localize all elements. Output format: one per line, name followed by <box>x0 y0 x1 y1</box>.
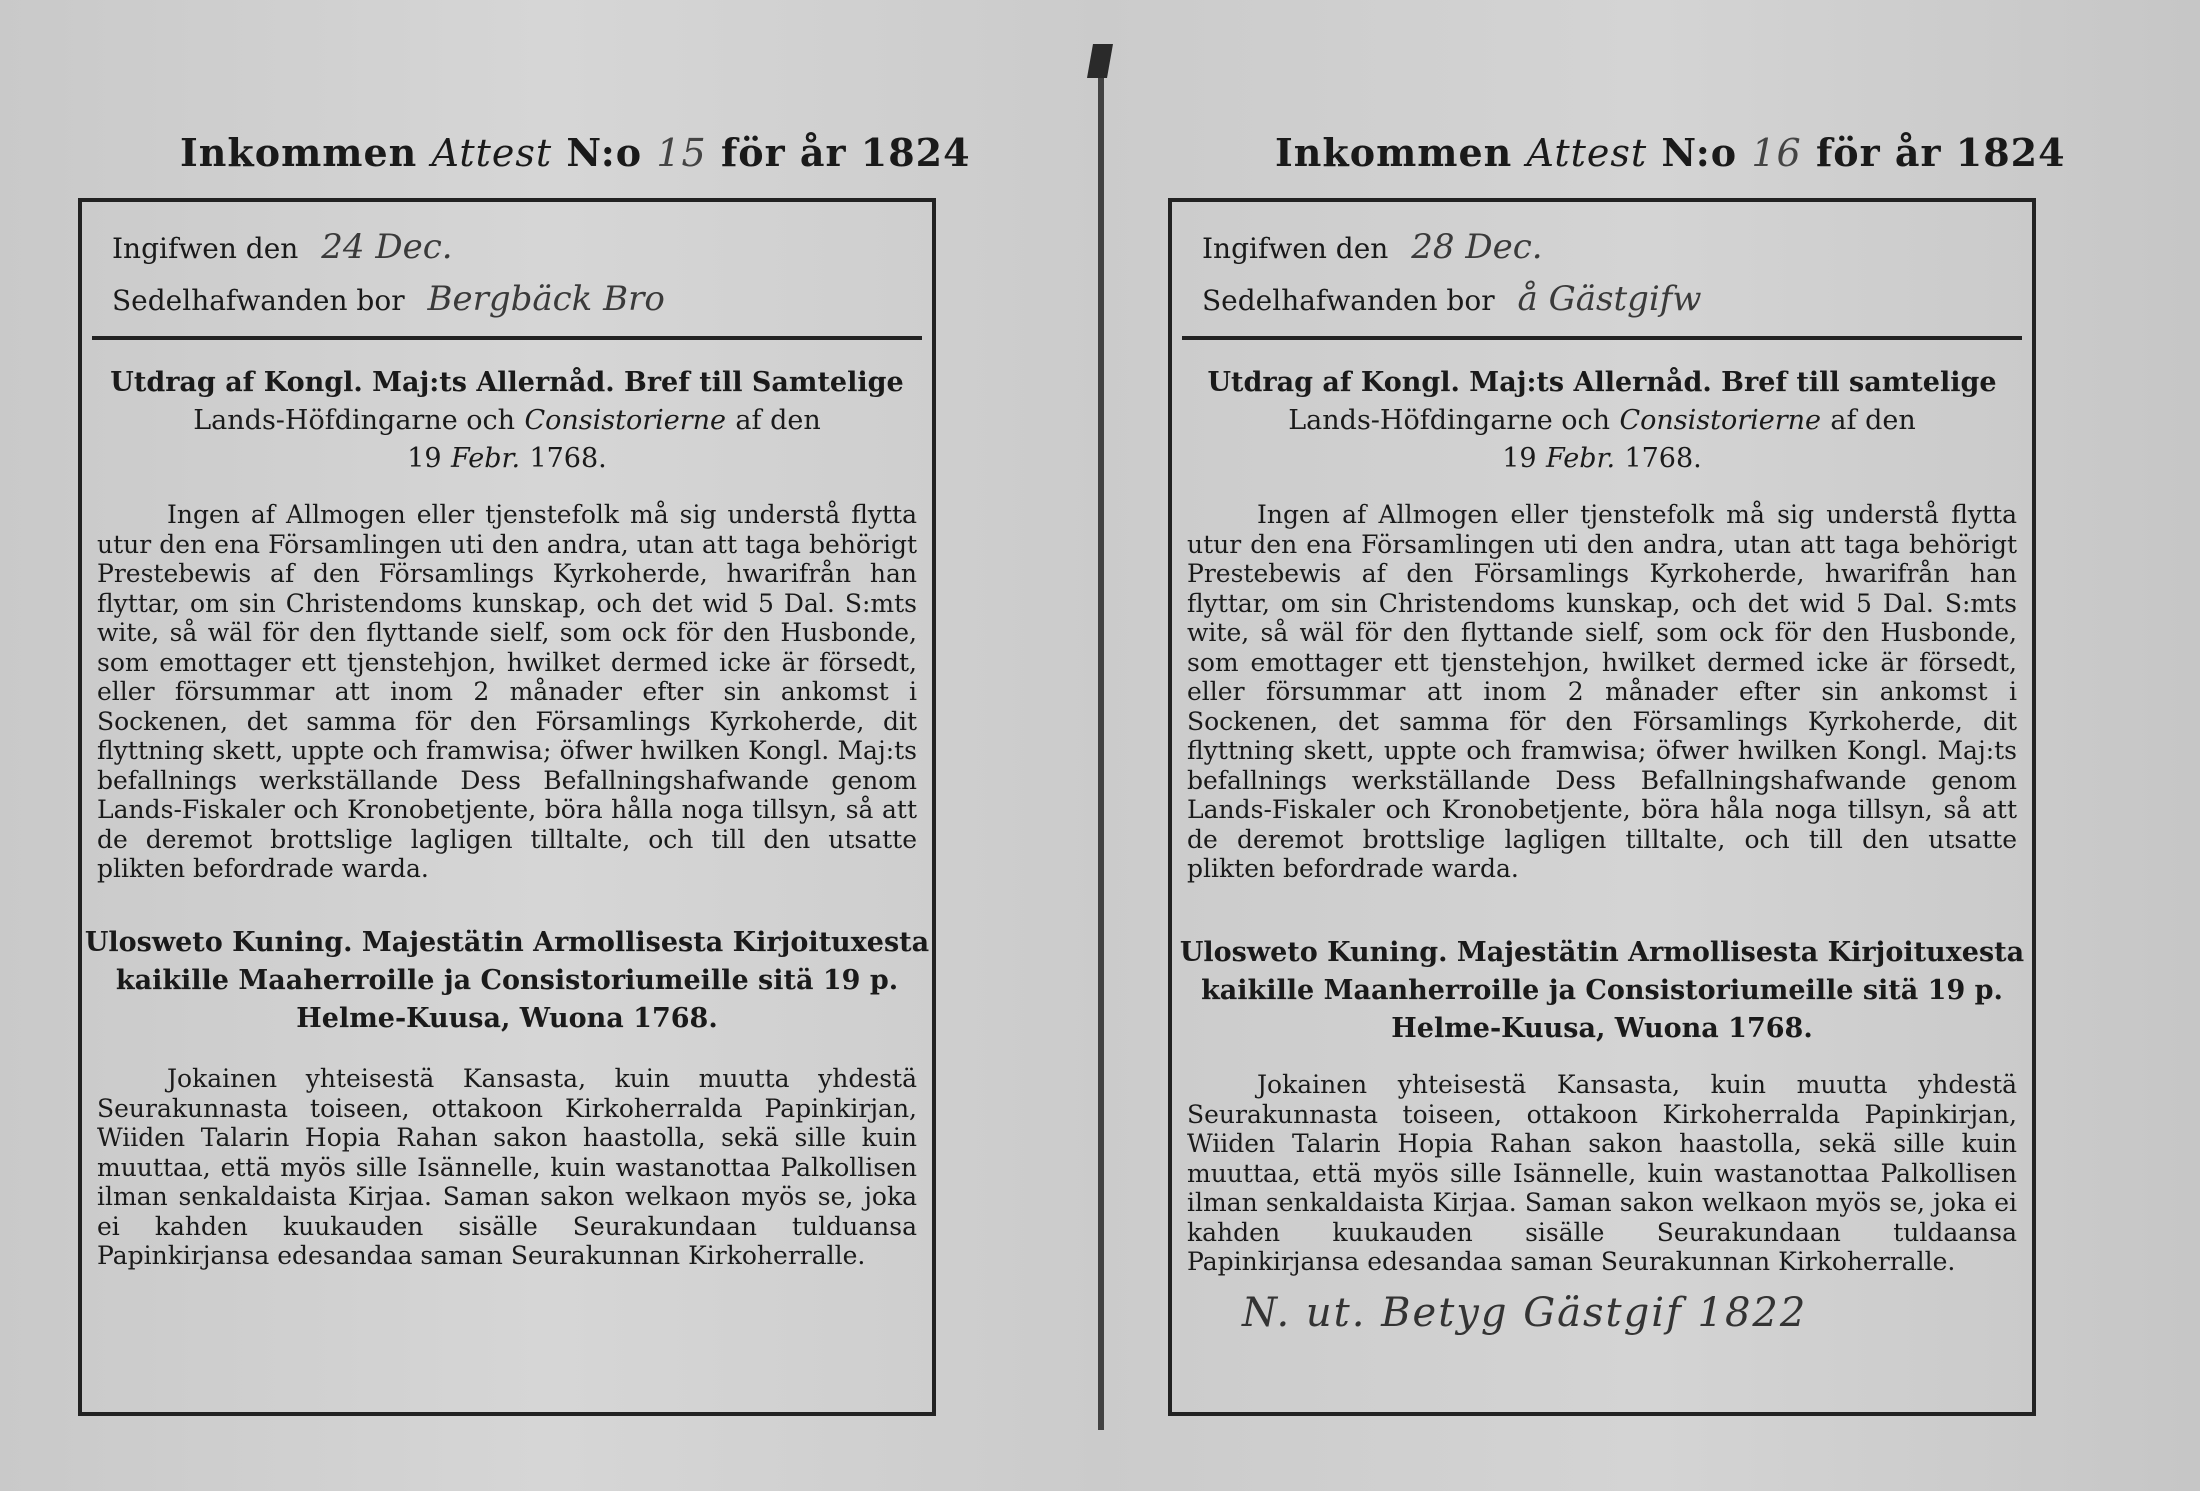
swedish-title <box>1172 364 2032 478</box>
swedish-title-line1: Utdrag af Kongl. Maj:ts Allernåd. Bref till Samtelige <box>110 367 904 398</box>
swedish-date-day: 19 <box>1502 443 1537 474</box>
swedish-title-2b: Consistorierne <box>524 405 727 436</box>
left-form-frame <box>78 198 936 1416</box>
finnish-body <box>1187 1070 2017 1277</box>
residence-row <box>1202 274 1701 326</box>
swedish-date-year: 1768. <box>529 443 607 474</box>
left-filled-fields <box>112 222 665 326</box>
header-rule <box>92 336 922 340</box>
header-year-label: för år <box>1815 130 1942 175</box>
residence-label: Sedelhafwanden bor <box>112 284 405 317</box>
finnish-title-line1: Ulosweto Kuning. Majestätin Armollisesta Kirjoituxesta <box>84 927 930 958</box>
left-certificate <box>50 0 1100 1491</box>
swedish-title-2c: af den <box>735 405 821 436</box>
finnish-title-line3: Helme-Kuusa, Wuona 1768. <box>1391 1013 1813 1044</box>
header-attest: Attest <box>1526 131 1648 175</box>
swedish-title-line3 <box>82 440 932 478</box>
header-no-label: N:o <box>566 130 643 175</box>
residence-row <box>112 274 665 326</box>
residence-value: Bergbäck Bro <box>427 279 665 319</box>
attest-number: 15 <box>656 131 707 175</box>
finnish-title-line3: Helme-Kuusa, Wuona 1768. <box>296 1003 718 1034</box>
header-rule <box>1182 336 2022 340</box>
swedish-title-2b: Consistorierne <box>1619 405 1822 436</box>
swedish-title-2a: Lands-Höfdingarne och <box>1288 405 1611 436</box>
swedish-date-month: Febr. <box>451 443 521 474</box>
submitted-value: 24 Dec. <box>321 227 453 267</box>
swedish-date-month: Febr. <box>1546 443 1616 474</box>
attest-number: 16 <box>1751 131 1802 175</box>
submitted-row <box>1202 222 1701 274</box>
finnish-body <box>97 1064 917 1271</box>
swedish-body <box>1187 500 2017 884</box>
header-attest: Attest <box>431 131 553 175</box>
left-header <box>180 130 971 175</box>
swedish-body <box>97 500 917 884</box>
swedish-title-line2 <box>1172 402 2032 440</box>
header-no-label: N:o <box>1661 130 1738 175</box>
right-certificate <box>1130 0 2180 1491</box>
swedish-title-2a: Lands-Höfdingarne och <box>193 405 516 436</box>
swedish-title <box>82 364 932 478</box>
submitted-value: 28 Dec. <box>1411 227 1543 267</box>
submitted-label: Ingifwen den <box>112 232 299 265</box>
attest-year: 1824 <box>1955 130 2066 175</box>
finnish-title-line2: kaikille Maanherroille ja Consistoriumeille sitä 19 p. <box>1201 975 2003 1006</box>
swedish-body-text: Ingen af Allmogen eller tjenstefolk må sig understå flytta utur den ena Församlingen uti den andra, utan att taga behörigt Prestebewis af den Församlings Kyrkoherde, hwarifrån han flyttar, om sin Christendoms kunskap, och det wid 5 Dal. S:mts wite, så wäl för den flyttande sielf, som ock för den Husbonde, som emottager ett tjenstehjon, hwilket dermed icke är försedt, eller försummar att inom 2 månader efter sin ankomst i Sockenen, det samma för den Församlings Kyrkoherde, dit flyttning skett, uppte och framwisa; öfwer hwilken Kongl. Maj:ts befallnings werkställande Dess Befallningshafwande genom Lands-Fiskaler och Kronobetjente, böra hålla noga tillsyn, så att de deremot brottslige lagligen tilltalte, och till den utsatte plikten befordrade warda. <box>97 500 917 883</box>
header-year-label: för år <box>720 130 847 175</box>
header-prefix: Inkommen <box>180 130 418 175</box>
residence-value: å Gästgifw <box>1517 279 1702 319</box>
swedish-title-2c: af den <box>1830 405 1916 436</box>
finnish-title <box>82 924 932 1038</box>
swedish-body-text: Ingen af Allmogen eller tjenstefolk må sig understå flytta utur den ena Församlingen uti den andra, utan att taga behörigt Prestebewis af den Församlings Kyrkoherde, hwarifrån han flyttar, om sin Christendoms kunskap, och det wid 5 Dal. S:mts wite, så wäl för den flyttande sielf, som ock för den Husbonde, som emottager ett tjenstehjon, hwilket dermed icke är försedt, eller försummar att inom 2 månader efter sin ankomst i Sockenen, det samma för den Församlings Kyrkoherde, dit flyttning skett, uppte och framwisa; öfwer hwilken Kongl. Maj:ts befallnings werkställande Dess Befallningshafwande genom Lands-Fiskaler och Kronobetjente, böra håla noga tillsyn, så att de deremot brottslige lagligen tilltalte, och till den utsatte plikten befordrade warda. <box>1187 500 2017 883</box>
finnish-body-text: Jokainen yhteisestä Kansasta, kuin muutta yhdestä Seurakunnasta toiseen, ottakoon Kirkoherralda Papinkirjan, Wiiden Talarin Hopia Rahan sakon haastolla, sekä sille kuin muuttaa, että myös sille Isännelle, kuin wastanottaa Palkollisen ilman senkaldaista Kirjaa. Saman sakon welkaon myös se, joka ei kahden kuukauden sisälle Seurakundaan tulduansa Papinkirjansa edesandaa saman Seurakunnan Kirkoherralle. <box>97 1064 917 1270</box>
handwritten-note: N. ut. Betyg Gästgif 1822 <box>1242 1290 1808 1336</box>
swedish-title-line3 <box>1172 440 2032 478</box>
attest-year: 1824 <box>860 130 971 175</box>
residence-label: Sedelhafwanden bor <box>1202 284 1495 317</box>
swedish-date-day: 19 <box>407 443 442 474</box>
submitted-label: Ingifwen den <box>1202 232 1389 265</box>
finnish-title-line1: Ulosweto Kuning. Majestätin Armollisesta Kirjoituxesta <box>1179 937 2025 968</box>
swedish-date-year: 1768. <box>1624 443 1702 474</box>
right-form-frame <box>1168 198 2036 1416</box>
header-prefix: Inkommen <box>1275 130 1513 175</box>
finnish-title-line2: kaikille Maaherroille ja Consistoriumeille sitä 19 p. <box>115 965 899 996</box>
right-header <box>1275 130 2066 175</box>
swedish-title-line2 <box>82 402 932 440</box>
finnish-title <box>1172 934 2032 1048</box>
submitted-row <box>112 222 665 274</box>
swedish-title-line1: Utdrag af Kongl. Maj:ts Allernåd. Bref till samtelige <box>1207 367 1997 398</box>
finnish-body-text: Jokainen yhteisestä Kansasta, kuin muutta yhdestä Seurakunnasta toiseen, ottakoon Kirkoherralda Papinkirjan, Wiiden Talarin Hopia Rahan sakon haastolla, sekä sille kuin muuttaa, että myös sille Isännelle, kuin wastanottaa Palkollisen ilman senkaldaista Kirjaa. Saman sakon welkaon myös se, joka ei kahden kuukauden sisälle Seurakundaan tuldaansa Papinkirjansa edesandaa saman Seurakunnan Kirkoherralle. <box>1187 1070 2017 1276</box>
right-filled-fields <box>1202 222 1701 326</box>
